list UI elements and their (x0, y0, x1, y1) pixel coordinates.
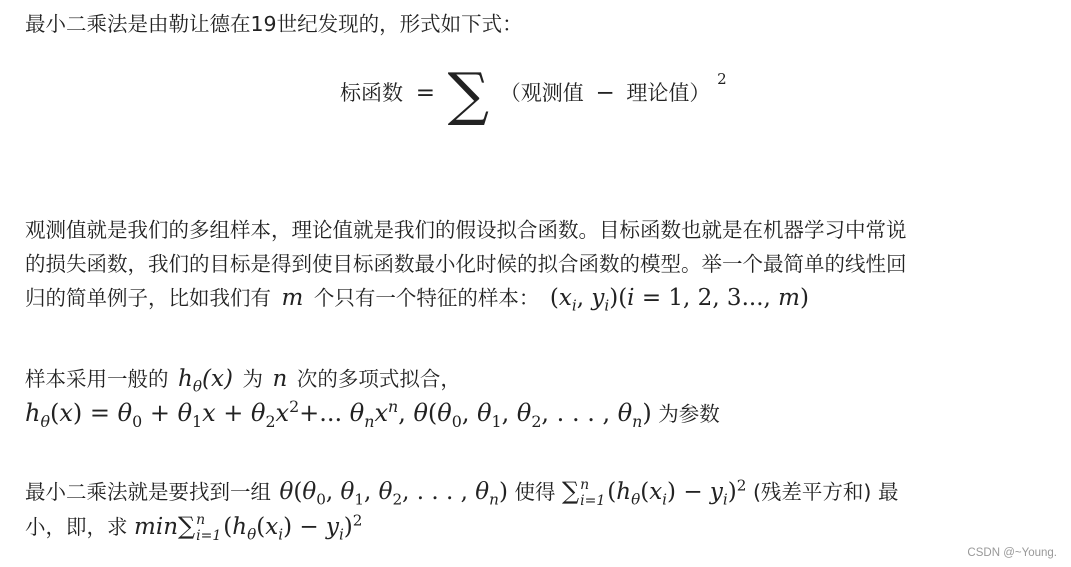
para3-line1-mid: 为 (242, 367, 263, 391)
residual-sum-math: ∑ n i=1 $(h_\theta(x_i) - y_i)^2$ (561, 476, 747, 509)
formula-theory: 理论值 (626, 81, 690, 105)
formula-equals: = (415, 80, 435, 106)
m-variable: m (281, 285, 304, 311)
para4-paren-note: (残差平方和) (752, 480, 872, 504)
para4-prefix: 最小二乘法就是要找到一组 (25, 480, 271, 504)
h-theta-math: $h_\theta(x)$ (178, 366, 233, 396)
para3-line1-prefix: 样本采用一般的 (25, 367, 169, 391)
para4-mid: 使得 (514, 480, 556, 504)
para3-line1-suffix: 次的多项式拟合， (296, 367, 461, 391)
para3-line1 (25, 362, 720, 396)
polynomial-math: $h_\theta(x) = \theta_0 + \theta_1x + \theta_2x^2+$... $\theta_nx^n$, $\theta(\theta_0$, $\theta_1$, $\theta_2$, . . . , $\theta_n$) (25, 397, 652, 431)
formula-minus: − (595, 80, 615, 106)
para2-line3 (25, 281, 907, 315)
objective-formula (340, 60, 727, 128)
para3-line2 (25, 396, 720, 431)
para2-line1: 观测值就是我们的多组样本，理论值就是我们的假设拟合函数。目标函数也就是在机器学习中常说 (25, 218, 907, 242)
para4-line1 (25, 474, 898, 509)
formula-lhs: 标函数 (340, 81, 403, 105)
paragraph-polynomial (25, 362, 720, 431)
para4-line2-prefix: 小，即，求 (25, 515, 128, 539)
para4-line2 (25, 509, 898, 544)
para2-line3-prefix: 归的简单例子，比如我们有 (25, 286, 271, 310)
paragraph-explanation (25, 213, 907, 315)
para4-end: 最 (877, 480, 899, 504)
theta-set-math: $\theta(\theta_0$, $\theta_1$, $\theta_2$, . . . , $\theta_n$) (279, 479, 508, 509)
formula-close-paren: ） (689, 81, 711, 105)
para2-line3-mid: 个只有一个特征的样本： (313, 286, 540, 310)
min-sum-math: min∑ n i=1 $(h_\theta(x_i) - y_i)^2$ (134, 511, 363, 544)
formula-exponent: 2 (717, 70, 727, 88)
csdn-watermark: CSDN @~Young. (967, 547, 1057, 559)
formula-observed: 观测值 (520, 81, 584, 105)
para2-line2: 的损失函数，我们的目标是得到使目标函数最小化时候的拟合函数的模型。举一个最简单的线性回 (25, 252, 907, 276)
sample-set-math: ($x_i$, $y_i)(i = 1$, 2, 3..., m) (549, 285, 809, 315)
summation-symbol: ∑ (447, 60, 490, 128)
paragraph-least-squares (25, 474, 898, 544)
n-variable: n (272, 366, 288, 392)
formula-open-paren: （ (499, 81, 521, 105)
intro-text: 最小二乘法是由勒让德在19世纪发现的，形式如下式： (25, 12, 523, 36)
para3-line2-suffix: 为参数 (658, 402, 720, 426)
